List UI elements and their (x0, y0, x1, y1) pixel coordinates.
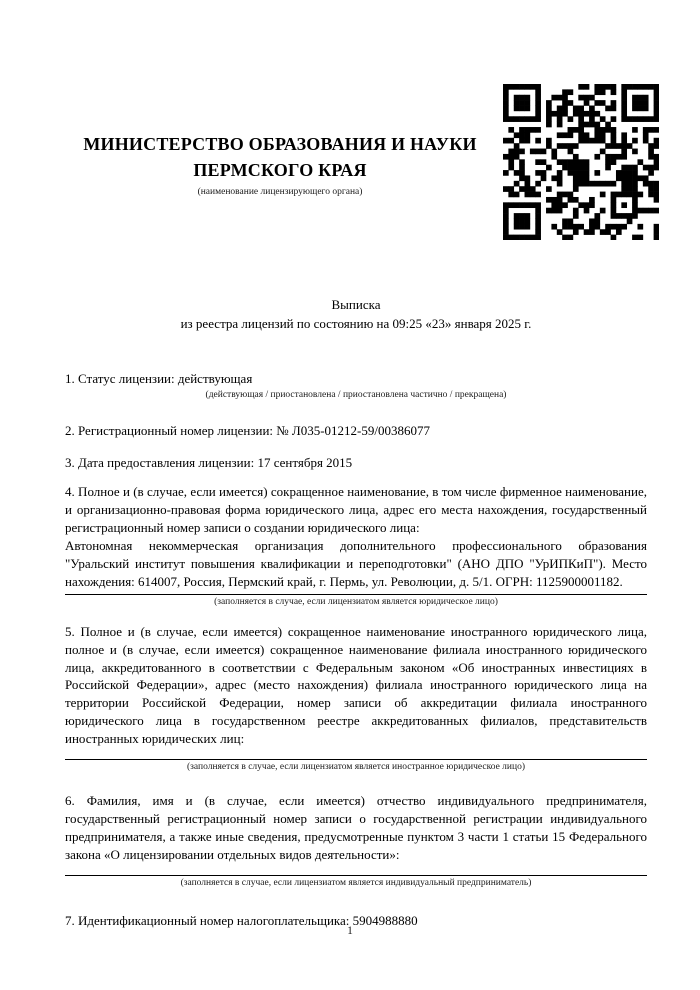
authority-name-line2: ПЕРМСКОГО КРАЯ (193, 160, 367, 180)
item-license-date (65, 454, 647, 472)
authority-caption: (наименование лицензирующего органа) (197, 187, 363, 197)
item-registration-number (65, 422, 647, 440)
foreign-entity-label: 5. Полное и (в случае, если имеется) сокращенное наименование иностранного юридического лица, полное и (в случае, если имеется) сокращенное наименование филиала иностранного юридического лица, аккредитованного в соответствии с Федеральным законом «Об иностранных инвестициях в Российской Федерации», адрес (место нахождения) филиала иностранного юридического лица на территории Российской Федерации, номер записи об аккредитации филиала иностранного юридического лица в государственном реестре аккредитованных филиалов, представительств иностранных юридических лиц: (65, 623, 647, 747)
legal-entity-value: Автономная некоммерческая организация дополнительного профессионального образования "Уральский институт повышения квалификации и переподготовки" (АНО ДПО "УрИПКиП"). Место нахождения: 614007, Россия, Пермский край, г. Пермь, ул. Революции, д. 5/1. ОГРН: 1125900001182. (65, 537, 647, 589)
registration-number-text: 2. Регистрационный номер лицензии: № Л035-01212-59/00386077 (65, 423, 431, 439)
item-license-status (65, 370, 647, 402)
qr-code-icon (503, 84, 659, 240)
item-individual-entrepreneur (65, 792, 647, 890)
license-status-caption: (действующая / приостановлена / приостановлена частично / прекращена) (205, 390, 507, 401)
licensing-authority-title (68, 131, 492, 183)
taxpayer-number-text: 7. Идентификационный номер налогоплательщика: 5904988880 (65, 912, 418, 928)
document-title-line1: Выписка (331, 297, 381, 312)
page-number: 1 (347, 925, 353, 937)
item-foreign-entity (65, 623, 647, 775)
entrepreneur-caption: (заполняется в случае, если лицензиатом является индивидуальный предприниматель) (180, 877, 532, 888)
entrepreneur-label: 6. Фамилия, имя и (в случае, если имеется) отчество индивидуального предпринимателя, государственный регистрационный номер записи о государственной регистрации индивидуального предпринимателя, а также иные сведения, предусмотренные пунктом 3 части 1 статьи 15 Федерального закона «О лицензировании отдельных видов деятельности»: (65, 793, 647, 862)
foreign-entity-caption: (заполняется в случае, если лицензиатом является иностранное юридическое лицо) (187, 762, 525, 773)
legal-entity-label: 4. Полное и (в случае, если имеется) сокращенное наименование, в том числе фирменное наименование, и организационно-правовая форма юридического лица, адрес его места нахождения, государственный регистрационный номер записи о создании юридического лица: (65, 484, 647, 535)
item-legal-entity (65, 483, 647, 609)
legal-entity-caption: (заполняется в случае, если лицензиатом является юридическое лицо) (214, 596, 498, 607)
document-title (65, 296, 647, 333)
license-status-text: 1. Статус лицензии: действующая (65, 371, 253, 387)
authority-name-line1: МИНИСТЕРСТВО ОБРАЗОВАНИЯ И НАУКИ (83, 134, 477, 154)
document-body (65, 296, 647, 930)
document-title-line2: из реестра лицензий по состоянию на 09:25 «23» января 2025 г. (180, 315, 532, 331)
license-date-text: 3. Дата предоставления лицензии: 17 сентября 2015 (65, 455, 353, 471)
